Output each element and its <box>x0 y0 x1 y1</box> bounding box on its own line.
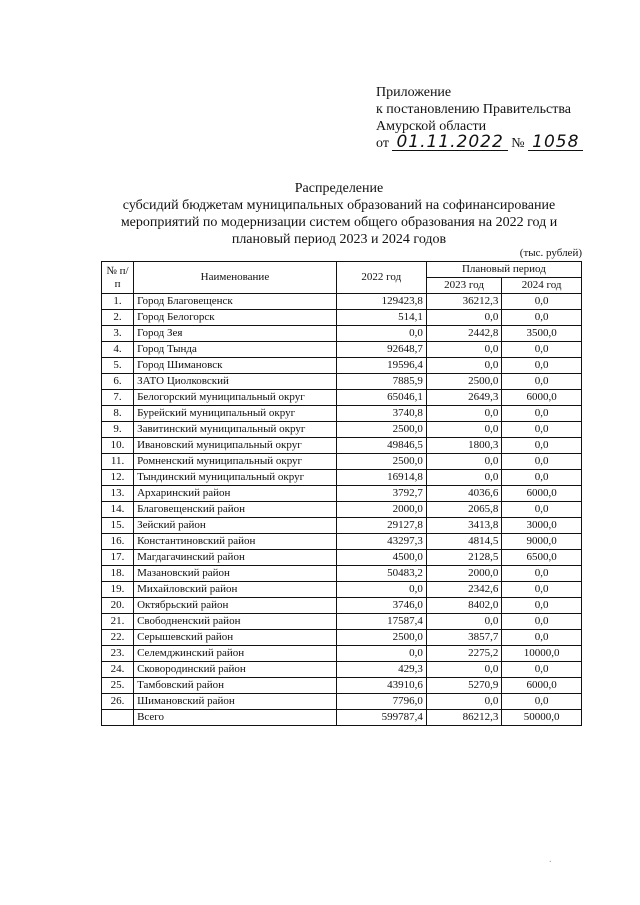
cell-num: 12. <box>102 470 134 486</box>
number-prefix: № <box>511 136 525 151</box>
title-line-1: Распределение <box>294 181 384 196</box>
cell-y2023: 1800,3 <box>426 438 502 454</box>
cell-y2023: 0,0 <box>426 358 502 374</box>
cell-y2023: 86212,3 <box>426 710 502 726</box>
cell-name: Благовещенский район <box>134 502 337 518</box>
cell-name: ЗАТО Циолковский <box>134 374 337 390</box>
cell-y2024: 0,0 <box>502 662 582 678</box>
cell-name: Бурейский муниципальный округ <box>134 406 337 422</box>
cell-y2023: 0,0 <box>426 342 502 358</box>
cell-name: Магдагачинский район <box>134 550 337 566</box>
cell-num: 16. <box>102 534 134 550</box>
header-2023: 2023 год <box>426 278 502 294</box>
cell-name: Серышевский район <box>134 630 337 646</box>
cell-name: Город Тында <box>134 342 337 358</box>
table-row <box>102 310 582 326</box>
header-row-1 <box>102 262 582 278</box>
cell-y2024: 0,0 <box>502 342 582 358</box>
cell-y2022: 65046,1 <box>336 390 426 406</box>
title-line-3: мероприятий по модернизации систем общего образования на 2022 год и <box>120 215 558 230</box>
table-header <box>102 262 582 294</box>
cell-y2024: 0,0 <box>502 502 582 518</box>
table-row <box>102 390 582 406</box>
cell-y2024: 0,0 <box>502 374 582 390</box>
cell-y2022: 7796,0 <box>336 694 426 710</box>
cell-name: Всего <box>134 710 337 726</box>
table-row <box>102 598 582 614</box>
cell-y2022: 43297,3 <box>336 534 426 550</box>
cell-y2024: 0,0 <box>502 294 582 310</box>
cell-y2022: 429,3 <box>336 662 426 678</box>
cell-y2023: 2342,6 <box>426 582 502 598</box>
table-row <box>102 582 582 598</box>
appendix-region: Амурской области <box>376 119 487 134</box>
table-body <box>102 294 582 726</box>
cell-num: 4. <box>102 342 134 358</box>
cell-y2023: 4036,6 <box>426 486 502 502</box>
cell-y2024: 9000,0 <box>502 534 582 550</box>
cell-name: Октябрьский район <box>134 598 337 614</box>
cell-name: Мазановский район <box>134 566 337 582</box>
cell-y2022: 4500,0 <box>336 550 426 566</box>
cell-y2024: 0,0 <box>502 310 582 326</box>
cell-y2022: 514,1 <box>336 310 426 326</box>
cell-y2022: 129423,8 <box>336 294 426 310</box>
cell-y2022: 49846,5 <box>336 438 426 454</box>
cell-y2022: 2500,0 <box>336 422 426 438</box>
header-num: № п/п <box>102 262 134 294</box>
cell-y2024: 10000,0 <box>502 646 582 662</box>
handwritten-number: 1058 <box>528 135 583 151</box>
cell-y2023: 5270,9 <box>426 678 502 694</box>
table-row <box>102 614 582 630</box>
cell-y2024: 0,0 <box>502 614 582 630</box>
cell-y2024: 3000,0 <box>502 518 582 534</box>
total-row <box>102 710 582 726</box>
cell-y2024: 0,0 <box>502 406 582 422</box>
cell-y2023: 0,0 <box>426 662 502 678</box>
cell-y2024: 0,0 <box>502 566 582 582</box>
header-2022: 2022 год <box>336 262 426 294</box>
subsidy-table <box>101 261 582 726</box>
cell-y2023: 0,0 <box>426 694 502 710</box>
cell-y2022: 599787,4 <box>336 710 426 726</box>
cell-y2022: 19596,4 <box>336 358 426 374</box>
cell-num: 7. <box>102 390 134 406</box>
cell-num <box>102 710 134 726</box>
table-row <box>102 502 582 518</box>
cell-y2024: 0,0 <box>502 598 582 614</box>
handwritten-date: 01.11.2022 <box>392 135 507 151</box>
cell-num: 8. <box>102 406 134 422</box>
cell-y2024: 0,0 <box>502 358 582 374</box>
table-row <box>102 326 582 342</box>
cell-name: Сковородинский район <box>134 662 337 678</box>
table-row <box>102 534 582 550</box>
table-row <box>102 358 582 374</box>
cell-y2024: 3500,0 <box>502 326 582 342</box>
cell-y2023: 3413,8 <box>426 518 502 534</box>
cell-y2022: 2500,0 <box>336 630 426 646</box>
table-row <box>102 646 582 662</box>
cell-y2022: 0,0 <box>336 646 426 662</box>
cell-y2023: 2442,8 <box>426 326 502 342</box>
cell-y2022: 17587,4 <box>336 614 426 630</box>
cell-y2022: 2500,0 <box>336 454 426 470</box>
cell-y2023: 0,0 <box>426 406 502 422</box>
cell-num: 5. <box>102 358 134 374</box>
header-name: Наименование <box>134 262 337 294</box>
cell-num: 13. <box>102 486 134 502</box>
cell-num: 18. <box>102 566 134 582</box>
cell-num: 20. <box>102 598 134 614</box>
cell-y2023: 0,0 <box>426 614 502 630</box>
cell-name: Зейский район <box>134 518 337 534</box>
cell-name: Тамбовский район <box>134 678 337 694</box>
cell-y2024: 0,0 <box>502 630 582 646</box>
cell-y2022: 29127,8 <box>336 518 426 534</box>
cell-y2022: 3792,7 <box>336 486 426 502</box>
cell-y2024: 6000,0 <box>502 390 582 406</box>
table-row <box>102 374 582 390</box>
cell-num: 23. <box>102 646 134 662</box>
corner-mark: . <box>549 854 552 865</box>
cell-y2023: 2275,2 <box>426 646 502 662</box>
cell-name: Ивановский муниципальный округ <box>134 438 337 454</box>
cell-y2023: 36212,3 <box>426 294 502 310</box>
cell-y2023: 0,0 <box>426 454 502 470</box>
table-row <box>102 486 582 502</box>
cell-num: 15. <box>102 518 134 534</box>
cell-y2023: 8402,0 <box>426 598 502 614</box>
date-prefix: от <box>376 136 389 151</box>
cell-y2022: 16914,8 <box>336 470 426 486</box>
cell-name: Город Зея <box>134 326 337 342</box>
cell-y2022: 0,0 <box>336 582 426 598</box>
cell-name: Тындинский муниципальный округ <box>134 470 337 486</box>
cell-num: 22. <box>102 630 134 646</box>
table-row <box>102 662 582 678</box>
table-row <box>102 406 582 422</box>
cell-y2024: 0,0 <box>502 470 582 486</box>
cell-y2024: 0,0 <box>502 454 582 470</box>
cell-y2022: 7885,9 <box>336 374 426 390</box>
table-row <box>102 694 582 710</box>
cell-num: 1. <box>102 294 134 310</box>
cell-y2023: 2500,0 <box>426 374 502 390</box>
cell-name: Свободненский район <box>134 614 337 630</box>
appendix-date-line <box>376 132 583 152</box>
cell-name: Михайловский район <box>134 582 337 598</box>
cell-y2024: 6000,0 <box>502 486 582 502</box>
cell-name: Шимановский район <box>134 694 337 710</box>
cell-y2022: 50483,2 <box>336 566 426 582</box>
table-row <box>102 422 582 438</box>
cell-num: 25. <box>102 678 134 694</box>
cell-y2023: 2065,8 <box>426 502 502 518</box>
cell-num: 10. <box>102 438 134 454</box>
cell-y2024: 50000,0 <box>502 710 582 726</box>
document-title <box>100 180 578 248</box>
cell-y2022: 43910,6 <box>336 678 426 694</box>
cell-y2024: 0,0 <box>502 582 582 598</box>
header-planned-period: Плановый период <box>426 262 581 278</box>
cell-num: 17. <box>102 550 134 566</box>
appendix-label: Приложение <box>376 85 452 100</box>
cell-y2023: 3857,7 <box>426 630 502 646</box>
title-line-4: плановый период 2023 и 2024 годов <box>231 232 447 247</box>
cell-num: 24. <box>102 662 134 678</box>
cell-y2023: 2649,3 <box>426 390 502 406</box>
cell-y2023: 4814,5 <box>426 534 502 550</box>
cell-name: Селемджинский район <box>134 646 337 662</box>
cell-y2022: 0,0 <box>336 326 426 342</box>
cell-num: 6. <box>102 374 134 390</box>
appendix-resolution: к постановлению Правительства <box>376 102 572 117</box>
table-row <box>102 566 582 582</box>
cell-num: 19. <box>102 582 134 598</box>
cell-y2022: 3746,0 <box>336 598 426 614</box>
title-line-2: субсидий бюджетам муниципальных образований на софинансирование <box>122 198 556 213</box>
cell-y2022: 2000,0 <box>336 502 426 518</box>
cell-num: 14. <box>102 502 134 518</box>
table-row <box>102 342 582 358</box>
cell-num: 26. <box>102 694 134 710</box>
cell-num: 9. <box>102 422 134 438</box>
table-row <box>102 518 582 534</box>
cell-y2024: 6500,0 <box>502 550 582 566</box>
cell-name: Город Шимановск <box>134 358 337 374</box>
cell-y2024: 0,0 <box>502 438 582 454</box>
cell-y2023: 2128,5 <box>426 550 502 566</box>
cell-y2023: 2000,0 <box>426 566 502 582</box>
table-row <box>102 470 582 486</box>
cell-num: 3. <box>102 326 134 342</box>
cell-num: 2. <box>102 310 134 326</box>
table-row <box>102 454 582 470</box>
cell-y2023: 0,0 <box>426 470 502 486</box>
cell-y2022: 3740,8 <box>336 406 426 422</box>
cell-name: Город Белогорск <box>134 310 337 326</box>
table-row <box>102 294 582 310</box>
cell-name: Ромненский муниципальный округ <box>134 454 337 470</box>
cell-y2024: 0,0 <box>502 422 582 438</box>
cell-name: Архаринский район <box>134 486 337 502</box>
cell-name: Константиновский район <box>134 534 337 550</box>
cell-name: Город Благовещенск <box>134 294 337 310</box>
table-row <box>102 438 582 454</box>
cell-name: Белогорский муниципальный округ <box>134 390 337 406</box>
table-row <box>102 550 582 566</box>
cell-y2024: 6000,0 <box>502 678 582 694</box>
cell-y2022: 92648,7 <box>336 342 426 358</box>
table-row <box>102 678 582 694</box>
cell-name: Завитинский муниципальный округ <box>134 422 337 438</box>
cell-y2023: 0,0 <box>426 422 502 438</box>
appendix-block <box>376 84 583 152</box>
table-row <box>102 630 582 646</box>
cell-y2024: 0,0 <box>502 694 582 710</box>
cell-y2023: 0,0 <box>426 310 502 326</box>
cell-num: 21. <box>102 614 134 630</box>
header-2024: 2024 год <box>502 278 582 294</box>
units-label: (тыс. рублей) <box>519 247 582 259</box>
cell-num: 11. <box>102 454 134 470</box>
